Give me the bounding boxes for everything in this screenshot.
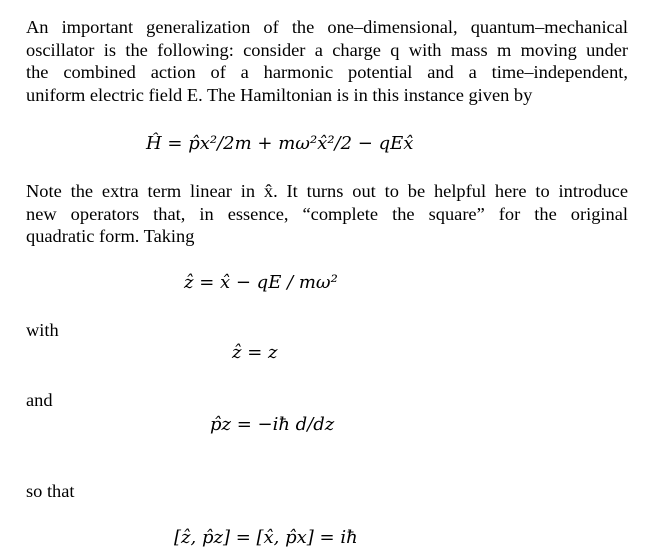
- equation-hamiltonian: Ĥ = p̂x²/2m + mω²x̂²/2 − qEx̂: [146, 133, 414, 154]
- paragraph-intro-line-2: oscillator is the following: consider a charge q with mass m moving under: [26, 39, 628, 60]
- word-so-that: so that: [26, 481, 75, 501]
- paragraph-complete-square: [26, 180, 628, 248]
- paragraph-intro: [26, 16, 628, 106]
- equation-momentum-operator: p̂z = −iħ d/dz: [210, 414, 335, 435]
- paragraph-intro-line-1: An important generalization of the one–dimensional, quantum–mechanical: [26, 17, 628, 37]
- paragraph-complete-square-line-2: new operators that, in essence, “complete the square” for the original: [26, 203, 628, 224]
- word-with: with: [26, 320, 59, 340]
- equation-commutator: [ẑ, p̂z] = [x̂, p̂x] = iħ: [174, 527, 358, 548]
- word-and: and: [26, 390, 53, 410]
- paragraph-complete-square-line-1: Note the extra term linear in x̂. It turns out to be helpful here to introduce: [26, 181, 628, 201]
- paragraph-intro-line-3: the combined action of a harmonic potential and a time–independent,: [26, 62, 628, 82]
- equation-z-definition: ẑ = x̂ − qE / mω²: [184, 272, 338, 293]
- equation-z-operator: ẑ = z: [232, 342, 278, 363]
- paragraph-complete-square-line-3: quadratic form. Taking: [26, 226, 195, 246]
- paragraph-intro-line-4: uniform electric field E. The Hamiltonian is in this instance given by: [26, 84, 533, 105]
